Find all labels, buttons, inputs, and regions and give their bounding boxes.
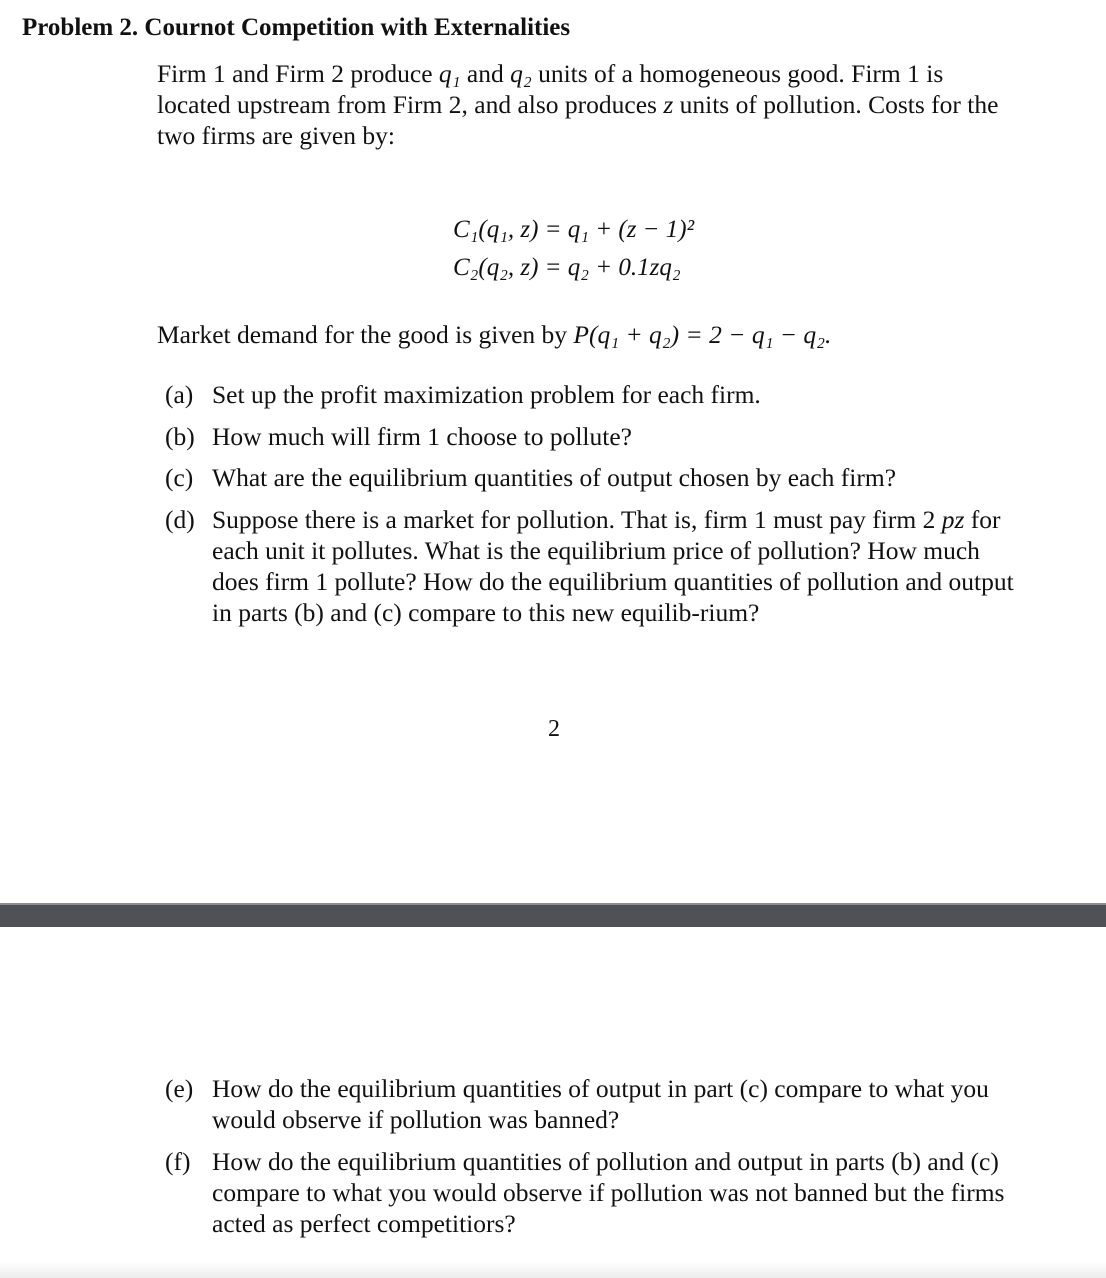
part-text: Suppose there is a market for pollution. That is, firm 1 must pay firm 2 pz for each unit it pollutes. What is the equilibrium price of pollution? How much does firm 1 pollute? How do the equilibrium quantities of pollution and output in parts (b) and (c) compare to this new equilib-rium?: [212, 505, 1014, 627]
bottom-edge-shadow: [0, 1262, 1106, 1278]
part-text: How do the equilibrium quantities of output in part (c) compare to what you would observe if pollution was banned?: [212, 1074, 989, 1134]
problem-heading: Problem 2. Cournot Competition with Externalities: [22, 14, 571, 41]
part-label: (b): [165, 422, 195, 451]
part-label: (a): [165, 380, 194, 409]
part-e: [165, 1073, 1021, 1135]
part-label: (c): [165, 463, 194, 492]
part-d: [165, 504, 1021, 628]
part-text: How much will firm 1 choose to pollute?: [212, 422, 632, 451]
part-label: (e): [165, 1074, 194, 1103]
part-f: [165, 1146, 1021, 1239]
demand-statement: Market demand for the good is given by P(q₁ + q₂) = 2 − q₁ − q₂.: [157, 320, 832, 349]
part-label: (d): [165, 505, 195, 534]
part-b: [165, 421, 1021, 452]
part-text: What are the equilibrium quantities of output chosen by each firm?: [212, 463, 897, 492]
part-c: [165, 462, 1021, 493]
part-a: [165, 379, 1021, 410]
page-divider: [0, 903, 1106, 927]
part-label: (f): [165, 1147, 191, 1176]
problem-intro: Firm 1 and Firm 2 produce q₁ and q₂ units of a homogeneous good. Firm 1 is located upstream from Firm 2, and also produces z units of pollution. Costs for the two firms are given by:: [157, 59, 999, 150]
cost-equation-firm1: C₁(q₁, z) = q₁ + (z − 1)²: [453, 216, 695, 243]
part-text: Set up the profit maximization problem for each firm.: [212, 380, 761, 409]
part-text: How do the equilibrium quantities of pollution and output in parts (b) and (c) compare to what you would observe if pollution was not banned but the firms acted as perfect competitiors?: [212, 1147, 1005, 1238]
page-number: 2: [548, 716, 560, 742]
cost-equation-firm2: C₂(q₂, z) = q₂ + 0.1zq₂: [453, 254, 681, 281]
